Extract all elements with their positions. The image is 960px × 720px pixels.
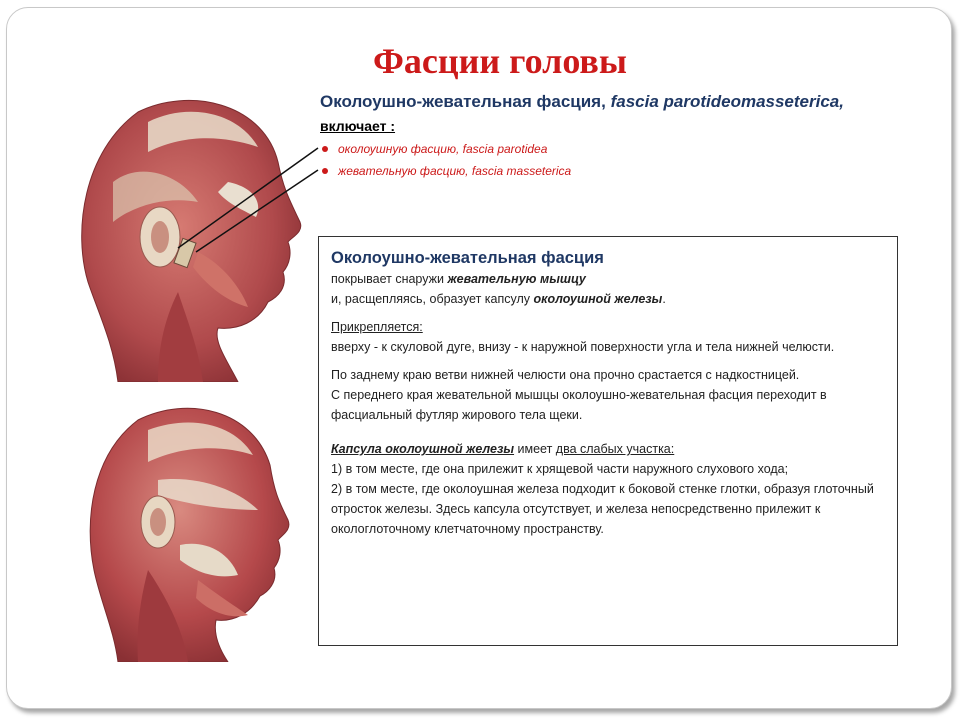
caps-b: имеет	[514, 442, 556, 456]
caps-c: два слабых участка:	[555, 442, 675, 456]
subtitle-ru: Околоушно-жевательная фасция,	[320, 92, 606, 111]
subtitle-latin: fascia parotideomasseterica,	[610, 92, 844, 111]
bullet-ru: околоушную фасцию,	[338, 142, 460, 156]
head-illustration-bottom	[88, 400, 298, 662]
capsule-item-1: 1) в том месте, где она прилежит к хрящевой части наружного слухового хода;	[331, 462, 789, 476]
p1-b: жевательную мышцу	[447, 272, 586, 286]
p1-e: .	[662, 292, 666, 306]
attach-text: вверху - к скуловой дуге, внизу - к наружной поверхности угла и тела нижней челюсти.	[331, 340, 835, 354]
attach-label: Прикрепляется:	[331, 320, 423, 334]
box-title: Околоушно-жевательная фасция	[331, 249, 604, 267]
caps-a: Капсула околоушной железы	[331, 442, 515, 456]
includes-label: включает :	[320, 118, 396, 134]
capsule-heading	[331, 439, 885, 459]
p1-c: и, расщепляясь, образует капсулу	[331, 292, 534, 306]
box-paragraph-posterior: По заднему краю ветви нижней челюсти она прочно срастается с надкостницей.	[331, 368, 800, 382]
box-paragraph-anterior: С переднего края жевательной мышцы околоушно-жевательная фасция переходит в фасциальный футляр жирового тела щеки.	[331, 388, 827, 422]
bullet-latin: fascia masseterica	[471, 164, 572, 178]
description-box	[318, 236, 898, 646]
box-paragraph-covers	[331, 269, 885, 309]
bullet-ru: жевательную фасцию,	[338, 164, 469, 178]
slide-title-text: Фасции головы	[373, 41, 627, 81]
p1-a: покрывает снаружи	[331, 272, 448, 286]
capsule-item-2: 2) в том месте, где околоушная железа подходит к боковой стенке глотки, образуя глоточный отросток железы. Здесь капсула отсутствует, и железа непосредственно прилежит к окологлоточному клетчаточному пространству.	[331, 482, 874, 536]
p1-d: околоушной железы	[533, 292, 663, 306]
bullet-latin: fascia parotidea	[462, 142, 548, 156]
